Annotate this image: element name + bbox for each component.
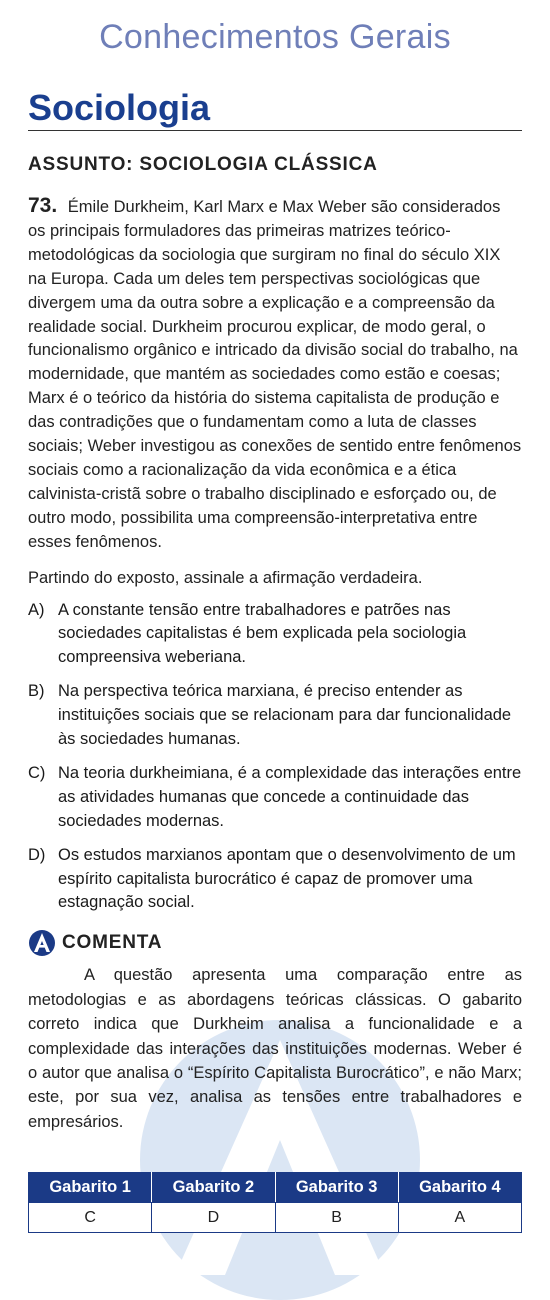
option-text: Os estudos marxianos apontam que o desenvolvimento de um espírito capitalista burocrático é capaz de promover uma estagnação social.	[58, 845, 516, 912]
comment-text: A questão apresenta uma comparação entre as metodologias e as abordagens teóricas clássicas. O gabarito correto indica que Durkheim analisa a funcionalidade e a complexidade das interações das instituições modernas. Weber é o autor que analisa o “Espírito Capitalista Burocrático”, e não Marx; este, por sua vez, analisa as tensões entre trabalhadores e empresários.	[28, 966, 522, 1131]
option-letter: C)	[28, 763, 46, 782]
answer-key-header-row	[29, 1173, 522, 1203]
answer-key-value: A	[398, 1203, 521, 1233]
page-header: Conhecimentos Gerais	[99, 18, 451, 56]
answer-key-value: B	[275, 1203, 398, 1233]
comment-label: COMENTA	[62, 932, 163, 954]
option-text: Na teoria durkheimiana, é a complexidade das interações entre as atividades humanas que concede a continuidade das sociedades modernas.	[58, 763, 522, 830]
option-b	[28, 680, 522, 752]
answer-key-value: D	[152, 1203, 275, 1233]
answer-key-header: Gabarito 2	[152, 1173, 275, 1203]
option-letter: B)	[28, 682, 45, 701]
option-text: A constante tensão entre trabalhadores e patrões nas sociedades capitalistas é bem explicada pela sociologia compreensiva weberiana.	[58, 600, 467, 667]
answer-key-value-row	[29, 1203, 522, 1233]
answer-key-table	[28, 1172, 522, 1233]
question-number: 73.	[28, 194, 58, 217]
question-body	[28, 194, 522, 555]
answer-options	[28, 599, 522, 916]
question-text: Émile Durkheim, Karl Marx e Max Weber são considerados os principais formuladores das primeiras matrizes teórico-metodológicas da sociologia que surgiram no final do século XIX na Europa. Cada um deles tem perspectivas sociológicas que divergem uma da outra sobre a explicação e a compreensão da realidade social. Durkheim procurou explicar, de modo geral, o funcionalismo orgânico e intricado da divisão social do trabalho, na modernidade, que mantém as sociedades como estão e coesas; Marx é o teórico da história do sistema capitalista de produção e das contradições que o fundamentam como a luta de classes sociais; Weber investigou as conexões de sentido entre fenômenos sociais como a racionalização da vida econômica e a ética calvinista-cristã sobre o trabalho disciplinado e esforçado ou, de outro modo, possibilita uma compreensão-interpretativa entre esses fenômenos.	[28, 198, 522, 551]
topic-heading: ASSUNTO: SOCIOLOGIA CLÁSSICA	[28, 154, 378, 175]
answer-key-header: Gabarito 4	[398, 1173, 521, 1203]
answer-key-header: Gabarito 1	[29, 1173, 152, 1203]
option-c	[28, 762, 522, 834]
subject-title: Sociologia	[28, 88, 522, 131]
option-letter: D)	[28, 845, 46, 864]
option-d	[28, 844, 522, 916]
option-a	[28, 599, 522, 671]
option-text: Na perspectiva teórica marxiana, é preciso entender as instituições sociais que se relacionam para dar funcionalidade às sociedades humanas.	[58, 682, 512, 749]
brand-logo-icon	[28, 929, 56, 957]
question-prompt: Partindo do exposto, assinale a afirmação verdadeira.	[28, 568, 423, 587]
answer-key-header: Gabarito 3	[275, 1173, 398, 1203]
answer-key-value: C	[29, 1203, 152, 1233]
comment-heading	[28, 929, 522, 957]
option-letter: A)	[28, 600, 45, 619]
